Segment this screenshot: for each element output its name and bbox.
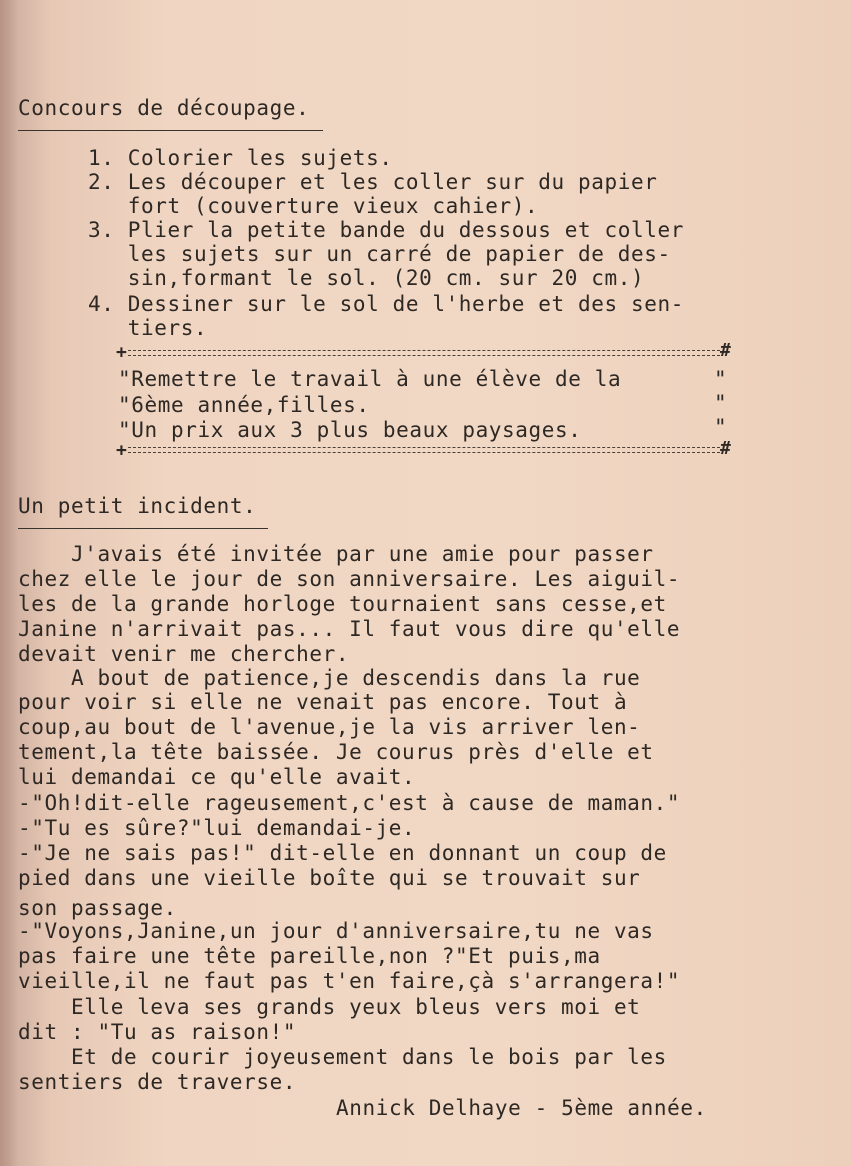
step-line: fort (couverture vieux cahier).	[88, 194, 539, 218]
story-line: devait venir me chercher.	[18, 642, 350, 666]
story-line: dit : "Tu as raison!"	[18, 1020, 297, 1044]
step-line: 1. Colorier les sujets.	[88, 146, 393, 170]
story-line: J'avais été invitée par une amie pour passer	[18, 542, 654, 566]
story-line: vieille,il ne faut pas t'en faire,çà s'arrangera!"	[18, 969, 681, 993]
box-right-quote: "	[714, 367, 728, 391]
step-line: sin,formant le sol. (20 cm. sur 20 cm.)	[88, 266, 645, 290]
story-line: Et de courir joyeusement dans le bois par les	[18, 1045, 667, 1069]
box-bottom-border	[128, 447, 720, 453]
step-line: les sujets sur un carré de papier de des-	[88, 242, 671, 266]
step-line: 4. Dessiner sur le sol de l'herbe et des sen-	[88, 292, 684, 316]
step-line: 3. Plier la petite bande du dessous et coller	[88, 218, 684, 242]
box-line: "Remettre le travail à une élève de la	[118, 367, 622, 391]
box-corner-mark: #	[720, 438, 731, 459]
story-line: coup,au bout de l'avenue,je la vis arriver len-	[18, 715, 641, 739]
box-corner-mark: +	[116, 342, 127, 363]
story-line: pied dans une vieille boîte qui se trouvait sur	[18, 866, 641, 890]
box-right-quote: "	[714, 391, 728, 415]
box-line: "Un prix aux 3 plus beaux paysages.	[118, 418, 582, 442]
section1-title-underline	[18, 130, 323, 131]
step-line: tiers.	[88, 316, 208, 340]
story-line: Elle leva ses grands yeux bleus vers moi et	[18, 995, 641, 1019]
box-line: "6ème année,filles.	[118, 393, 370, 417]
box-right-quote: "	[714, 415, 728, 439]
story-line: -"Oh!dit-elle rageusement,c'est à cause de maman."	[18, 791, 681, 815]
section2-title: Un petit incident.	[18, 494, 257, 518]
box-top-border	[128, 350, 720, 356]
story-line: -"Je ne sais pas!" dit-elle en donnant un coup de	[18, 841, 667, 865]
story-line: les de la grande horloge tournaient sans cesse,et	[18, 592, 667, 616]
story-line: pour voir si elle ne venait pas encore. Tout à	[18, 690, 628, 714]
step-line: 2. Les découper et les coller sur du papier	[88, 170, 658, 194]
story-line: A bout de patience,je descendis dans la rue	[18, 666, 641, 690]
box-corner-mark: +	[116, 440, 127, 461]
section2-title-underline	[18, 528, 268, 529]
story-line: son passage.	[18, 896, 177, 920]
story-line: lui demandai ce qu'elle avait.	[18, 765, 416, 789]
story-line: sentiers de traverse.	[18, 1070, 297, 1094]
story-line: -"Tu es sûre?"lui demandai-je.	[18, 816, 416, 840]
story-line: Janine n'arrivait pas... Il faut vous dire qu'elle	[18, 617, 681, 641]
section1-title: Concours de découpage.	[18, 96, 310, 120]
signature: Annick Delhaye - 5ème année.	[336, 1096, 707, 1120]
story-line: tement,la tête baissée. Je courus près d'elle et	[18, 740, 654, 764]
box-corner-mark: #	[720, 340, 731, 361]
paper-shadow-edge	[0, 0, 18, 1166]
story-line: -"Voyons,Janine,un jour d'anniversaire,tu ne vas	[18, 919, 654, 943]
story-line: pas faire une tête pareille,non ?"Et puis,ma	[18, 944, 601, 968]
story-line: chez elle le jour de son anniversaire. Les aiguil-	[18, 567, 681, 591]
